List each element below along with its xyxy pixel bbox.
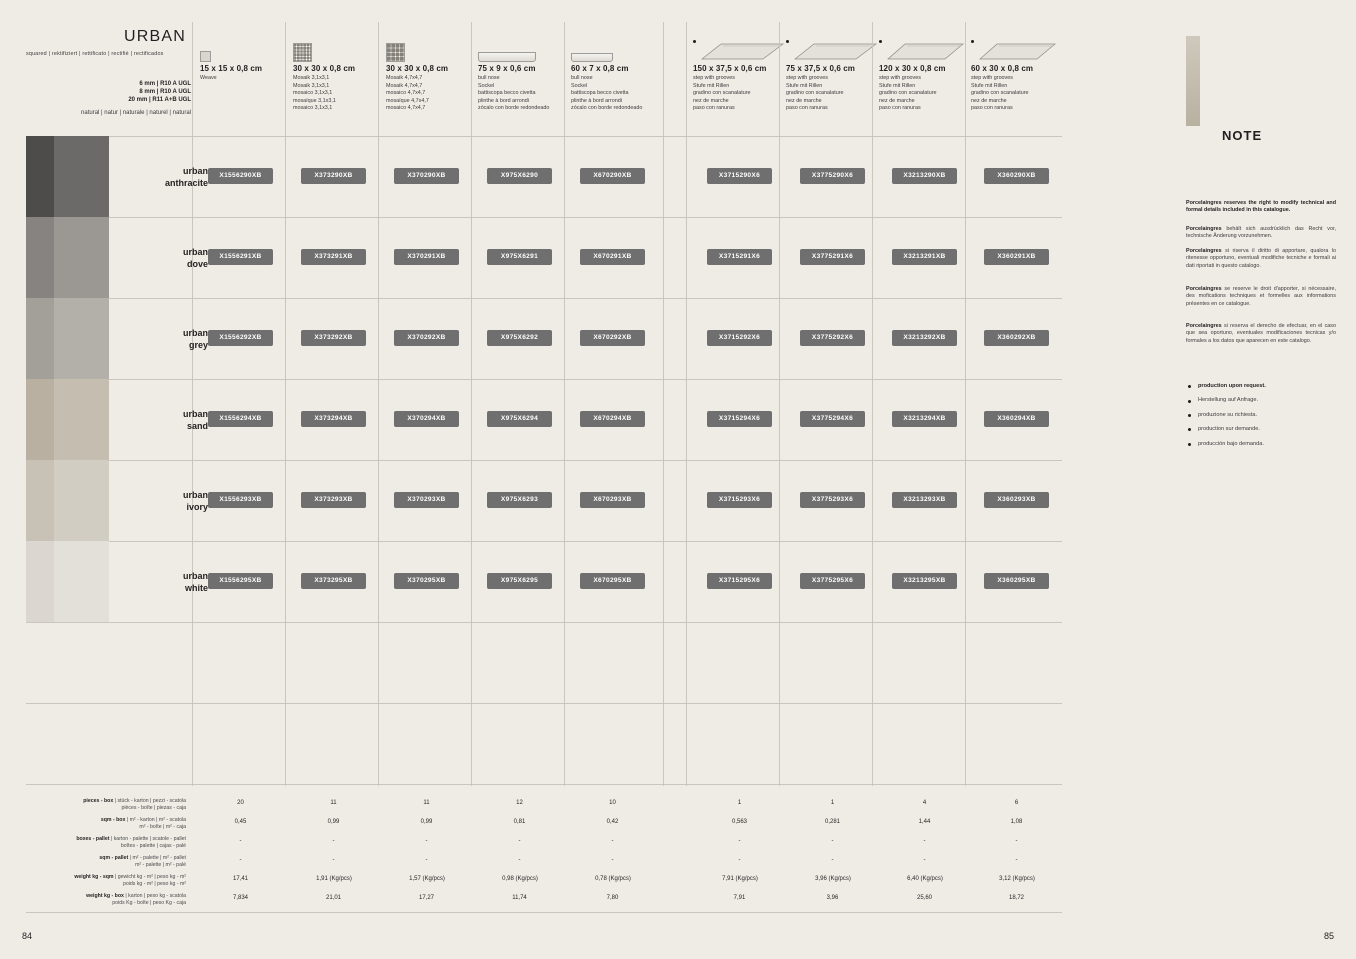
product-code[interactable]: X670292XB [580,330,645,346]
column-header-3 [478,28,566,112]
footer-row-label: weight kg - sqm | gewicht kg - m² | peso kg - m² poids kg - m² | peso kg - m² [74,874,186,887]
step-with-grooves-icon [786,28,878,62]
spec-list [26,80,191,117]
bullet-item: production upon request. [1186,383,1336,390]
column-desc: Stufe mit Rillen [879,82,916,89]
column-desc: mosaico 3,1x3,1 [293,105,333,112]
footer-value: 1 [830,800,835,806]
product-swatch [26,298,109,379]
footer-value: - [738,838,741,844]
footer-value: - [518,838,521,844]
column-desc: nez de marche [693,97,729,104]
product-code[interactable]: X1556292XB [208,330,273,346]
column-header-2 [386,28,474,112]
footer-value: 6 [1014,800,1019,806]
product-swatch [26,541,109,622]
footer-value: 17,41 [232,876,248,882]
footer-value: 1,08 [1010,819,1023,825]
footer-value: 0,81 [513,819,526,825]
footer-value: 7,91 [733,895,746,901]
column-desc: Sockel [478,82,495,89]
divider [26,912,1062,913]
footer-value: 7,80 [606,895,619,901]
footer-row-label: boxes - pallet | karton - palette | scatole - pallet boîtes - palette | cajas - palé [76,836,186,849]
product-code[interactable]: X370292XB [394,330,459,346]
footer-value: - [332,857,335,863]
column-desc: gradino con scanalature [693,90,751,97]
column-dimension: 30 x 30 x 0,8 cm [386,64,449,73]
product-code[interactable]: X373290XB [301,168,366,184]
notes-title: NOTE [1222,128,1263,143]
column-desc: Mosaik 3,1x3,1 [293,82,330,89]
product-code[interactable]: X373291XB [301,249,366,265]
footer-value: 1 [737,800,742,806]
product-swatch [26,136,109,217]
step-with-grooves-icon [879,28,969,62]
note-paragraph-1: Porcelaingres behält sich ausdrücklich das Recht vor, technische Änderung vorzunehmen. [1186,226,1336,240]
column-desc: Mosaik 4,7x4,7 [386,82,423,89]
product-code[interactable]: X360290XB [984,168,1049,184]
footer-value: - [923,838,926,844]
footer-value: 1,57 (Kg/pcs) [409,876,445,882]
product-name [114,379,212,460]
product-swatch [26,217,109,298]
bullet-item: production sur demande. [1186,426,1336,433]
product-code[interactable]: X3213292XB [892,330,957,346]
footer-row-label: sqm - box | m² - karton | m² - scatola m² - boîte | m² - caja [100,817,186,830]
product-code[interactable]: X975X6294 [487,411,552,427]
footer-value: 0,99 [420,819,433,825]
column-desc: mosaïque 3,1x3,1 [293,97,336,104]
product-code[interactable]: X3775295X6 [800,573,865,589]
divider [26,703,1062,704]
note-paragraph-0: Porcelaingres reserves the right to modify technical and formal details included in this catalogue. [1186,200,1336,214]
product-name [114,217,212,298]
column-header-8 [971,28,1061,112]
product-name-line1: urban [182,327,208,338]
product-swatch [26,460,109,541]
footer-value: - [518,857,521,863]
bullet-item: producción bajo demanda. [1186,441,1336,448]
product-code[interactable]: X370294XB [394,411,459,427]
column-desc: Weave [200,75,217,82]
column-desc: mosaico 4,7x4,7 [386,105,426,112]
product-code[interactable]: X975X6295 [487,573,552,589]
column-header-7 [879,28,969,112]
product-code[interactable]: X360295XB [984,573,1049,589]
decorative-swatch [1186,36,1200,126]
column-desc: bull nose [571,75,593,82]
footer-value: 11 [423,800,430,806]
product-code[interactable]: X373294XB [301,411,366,427]
product-code[interactable]: X360292XB [984,330,1049,346]
column-dimension: 75 x 37,5 x 0,6 cm [786,64,855,73]
footer-value: 21,01 [325,895,341,901]
product-code[interactable]: X3213291XB [892,249,957,265]
page-number-right: 85 [1323,931,1334,941]
product-code[interactable]: X3775291X6 [800,249,865,265]
footer-value: - [425,857,428,863]
product-name-line2: ivory [186,501,208,512]
product-code[interactable]: X975X6293 [487,492,552,508]
footer-value: 3,12 (Kg/pcs) [999,876,1035,882]
column-dimension: 120 x 30 x 0,8 cm [879,64,946,73]
footer-value: - [738,857,741,863]
product-code[interactable]: X3715292X6 [707,330,772,346]
column-desc: Mosaik 4,7x4,7 [386,75,423,82]
footer-value: - [831,857,834,863]
product-name-line2: dove [186,258,208,269]
product-code[interactable]: X360291XB [984,249,1049,265]
note-paragraph-4: Porcelaingres si reserva el derecho de efectuar, en el caso que sea oportuno, eventuales modificaciones tecnicas y/o formales a los datos que aparecen en este catalogo. [1186,323,1336,344]
footer-value: 0,281 [824,819,840,825]
product-code[interactable]: X3715295X6 [707,573,772,589]
footer-value: 11,74 [512,895,527,901]
spec-line-0: 6 mm | R10 A UGL [139,81,191,87]
footer-value: 0,563 [731,819,747,825]
footer-value: 7,91 (Kg/pcs) [722,876,758,882]
footer-value: 20 [237,800,244,806]
footer-value: 25,60 [916,895,932,901]
column-desc: step with grooves [879,75,921,82]
product-swatch [26,379,109,460]
footer-value: - [239,838,242,844]
product-code[interactable]: X670290XB [580,168,645,184]
footer-value: 6,40 (Kg/pcs) [907,876,943,882]
product-code[interactable]: X3775290X6 [800,168,865,184]
footer-value: - [425,838,428,844]
footer-value: - [1015,857,1018,863]
product-code[interactable]: X3213294XB [892,411,957,427]
page-subtitle: squared | rektifiziert | rettificato | rectifié | rectificados [26,51,164,57]
product-name [114,136,212,217]
column-desc: nez de marche [879,97,915,104]
column-desc: bull nose [478,75,500,82]
product-code[interactable]: X370291XB [394,249,459,265]
footer-value: 1,91 (Kg/pcs) [316,876,352,882]
product-name-line2: grey [188,339,208,350]
finish-line: natural | natur | naturale | naturel | natural [81,109,191,116]
product-code[interactable]: X3213290XB [892,168,957,184]
product-code[interactable]: X3715291X6 [707,249,772,265]
mosaic-coarse-icon [386,28,474,62]
product-code[interactable]: X3715294X6 [707,411,772,427]
product-name [114,541,212,622]
column-desc: plinthe à bord arrondi [571,97,622,104]
product-code[interactable]: X360293XB [984,492,1049,508]
spec-line-2: 20 mm | R11 A+B UGL [128,97,191,104]
product-code[interactable]: X1556293XB [208,492,273,508]
bullet-item: Herstellung auf Anfrage. [1186,397,1336,404]
column-desc: mosaïque 4,7x4,7 [386,97,429,104]
column-header-6 [786,28,878,112]
product-name-line2: sand [186,420,208,431]
column-desc: battiscopa becco civetta [478,90,536,97]
product-code[interactable]: X670294XB [580,411,645,427]
product-code[interactable]: X370293XB [394,492,459,508]
product-code[interactable]: X975X6292 [487,330,552,346]
footer-row-label: weight kg - box | karton | peso kg - scatola poids Kg - boîte | peso Kg - caja [86,893,186,906]
column-desc: Stufe mit Rillen [971,82,1008,89]
product-code[interactable]: X3213293XB [892,492,957,508]
column-desc: Stufe mit Rillen [693,82,730,89]
step-with-grooves-icon [693,28,785,62]
page-title: URBAN [124,28,187,45]
footer-row-label: pieces - box | stück - karton | pezzi - scatola pièces - boîte | piezas - caja [83,798,186,811]
column-desc: zócalo con borde redondeado [571,105,643,112]
footer-value: - [611,838,614,844]
product-code[interactable]: X373293XB [301,492,366,508]
bullet-list [1186,383,1336,455]
column-dimension: 30 x 30 x 0,8 cm [293,64,356,73]
footer-value: 7,834 [232,895,248,901]
footer-value: 0,98 (Kg/pcs) [502,876,538,882]
column-desc: step with grooves [693,75,735,82]
spec-line-1: 8 mm | R10 A UGL [139,89,191,96]
column-desc: Stufe mit Rillen [786,82,823,89]
product-code[interactable]: X1556290XB [208,168,273,184]
column-desc: paso con ranuras [786,105,828,112]
product-code[interactable]: X3775292X6 [800,330,865,346]
product-name-line2: anthracite [164,177,208,188]
column-desc: plinthe à bord arrondi [478,97,529,104]
product-name [114,460,212,541]
product-code[interactable]: X1556291XB [208,249,273,265]
product-name-line2: white [184,582,208,593]
footer-value: 12 [516,800,523,806]
right-page [1166,0,1356,959]
column-desc: zócalo con borde redondeado [478,105,550,112]
column-desc: gradino con scanalature [879,90,937,97]
step-with-grooves-icon [971,28,1061,62]
footer-value: 10 [609,800,616,806]
product-code[interactable]: X3775293X6 [800,492,865,508]
weave-tile-icon [200,28,288,62]
product-code[interactable]: X373292XB [301,330,366,346]
column-header-4 [571,28,659,112]
product-name [114,298,212,379]
product-code[interactable]: X370290XB [394,168,459,184]
product-code[interactable]: X3715293X6 [707,492,772,508]
column-desc: Sockel [571,82,588,89]
product-code[interactable]: X1556295XB [208,573,273,589]
product-code[interactable]: X370295XB [394,573,459,589]
footer-row-label: sqm - pallet | m² - palette | m² - pallet m² - palette | m² - palé [99,855,186,868]
footer-value: - [923,857,926,863]
divider [26,784,1062,785]
column-desc: mosaico 3,1x3,1 [293,90,333,97]
footer-value: - [831,838,834,844]
column-desc: paso con ranuras [693,105,735,112]
column-dimension: 60 x 30 x 0,8 cm [971,64,1034,73]
column-dimension: 15 x 15 x 0,8 cm [200,64,263,73]
product-code[interactable]: X360294XB [984,411,1049,427]
product-code[interactable]: X975X6291 [487,249,552,265]
mosaic-fine-icon [293,28,381,62]
note-paragraph-2: Porcelaingres si riserva il diritto di apportare, qualora lo ritenesse opportuno, eventuali modifiche tecniche e formali ai dati riportati in questo catalogo. [1186,248,1336,269]
column-header-1 [293,28,381,112]
product-code[interactable]: X1556294XB [208,411,273,427]
product-name-line1: urban [182,246,208,257]
footer-value: 11 [330,800,337,806]
footer-value: 3,96 [826,895,839,901]
product-code[interactable]: X3715290X6 [707,168,772,184]
column-desc: battiscopa becco civetta [571,90,629,97]
footer-value: 1,44 [918,819,931,825]
product-code[interactable]: X3775294X6 [800,411,865,427]
product-code[interactable]: X975X6290 [487,168,552,184]
product-code[interactable]: X373295XB [301,573,366,589]
footer-value: 18,72 [1008,895,1024,901]
column-dimension: 150 x 37,5 x 0,6 cm [693,64,767,73]
divider [26,622,1062,623]
footer-value: 0,99 [327,819,340,825]
product-code[interactable]: X670295XB [580,573,645,589]
footer-value: 4 [922,800,927,806]
product-name-line1: urban [182,570,208,581]
product-name-line1: urban [182,165,208,176]
column-desc: mosaico 4,7x4,7 [386,90,426,97]
footer-value: - [611,857,614,863]
footer-value: 3,96 (Kg/pcs) [815,876,851,882]
column-desc: step with grooves [971,75,1013,82]
column-desc: paso con ranuras [971,105,1013,112]
bullnose-small-icon [571,28,659,62]
page-number-left: 84 [22,931,33,941]
column-header-0 [200,28,288,83]
product-name-line1: urban [182,489,208,500]
footer-value: - [332,838,335,844]
product-code[interactable]: X3213295XB [892,573,957,589]
column-dimension: 75 x 9 x 0,6 cm [478,64,536,73]
footer-value: - [1015,838,1018,844]
footer-value: 0,78 (Kg/pcs) [595,876,631,882]
column-desc: Mosaik 3,1x3,1 [293,75,330,82]
column-desc: paso con ranuras [879,105,921,112]
footer-value: 17,27 [418,895,434,901]
column-header-5 [693,28,785,112]
column-desc: step with grooves [786,75,828,82]
product-code[interactable]: X670293XB [580,492,645,508]
column-desc: nez de marche [786,97,822,104]
product-code[interactable]: X670291XB [580,249,645,265]
column-desc: nez de marche [971,97,1007,104]
footer-value: 0,45 [234,819,247,825]
footer-value: - [239,857,242,863]
bullnose-icon [478,28,566,62]
note-paragraph-3: Porcelaingres se reserve le droit d'apporter, si nécessaire, des mofications techniques et formelles aux informations présentes en ce catalogue. [1186,286,1336,307]
bullet-item: produzione su richiesta. [1186,412,1336,419]
product-name-line1: urban [182,408,208,419]
column-dimension: 60 x 7 x 0,8 cm [571,64,629,73]
footer-value: 0,42 [606,819,619,825]
column-desc: gradino con scanalature [971,90,1029,97]
column-desc: gradino con scanalature [786,90,844,97]
